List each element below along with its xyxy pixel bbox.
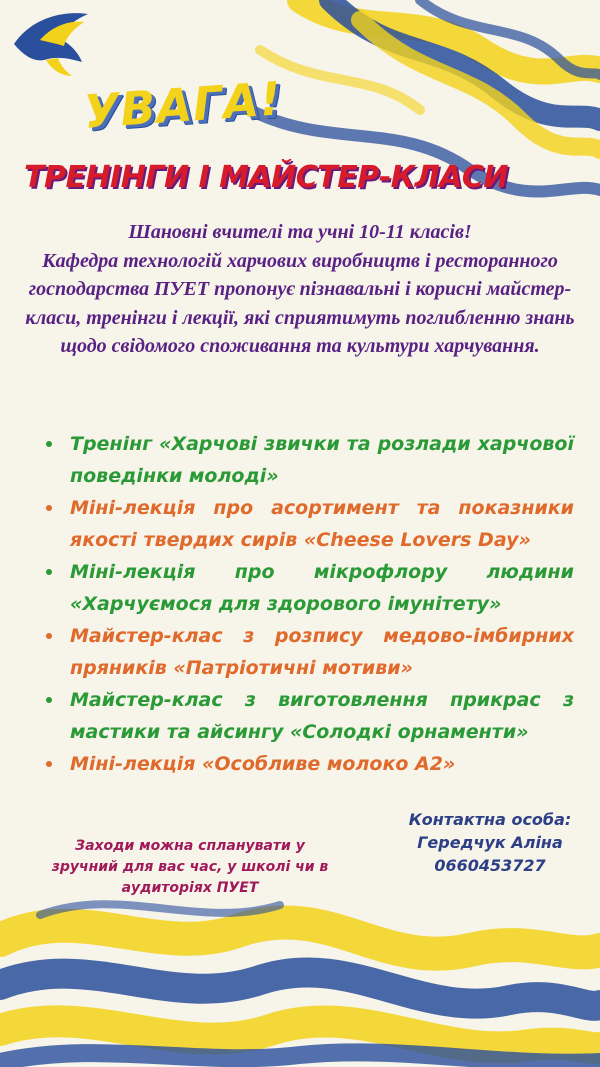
bullet-icon [46,505,52,511]
bullet-icon [46,441,52,447]
bullet-icon [46,697,52,703]
attention-title: УВАГА! [82,71,284,139]
intro-text: Кафедра технологій харчових виробництв і ресторанного господарства ПУЕТ пропонує пізнавальні і корисні майстер-класи, тренінги і лекції, які сприятимуть поглибленню знань щодо свідомого споживання та культури харчування. [25,249,575,357]
contact-label: Контактна особа: [408,810,572,829]
list-item: Міні-лекція про мікрофлору людини «Харчуємося для здорового імунітету» [44,556,574,620]
list-item: Майстер-клас з виготовлення прикрас з мастики та айсингу «Солодкі орнаменти» [44,684,574,748]
list-item: Тренінг «Харчові звички та розлади харчової поведінки молоді» [44,428,574,492]
contact-name: Гередчук Аліна [417,833,563,852]
intro-greeting: Шановні вчителі та учні 10-11 класів! [128,221,472,243]
scheduling-note: Заходи можна спланувати у зручний для вас час, у школі чи в аудиторіях ПУЕТ [51,838,329,896]
activities-list [44,428,574,780]
dove-icon [14,13,88,76]
list-item: Міні-лекція про асортимент та показники якості твердих сирів «Cheese Lovers Day» [44,492,574,556]
bullet-icon [46,761,52,767]
contact-phone: 0660453727 [434,856,546,875]
list-item: Міні-лекція «Особливе молоко А2» [44,748,574,780]
bullet-icon [46,569,52,575]
list-item: Майстер-клас з розпису медово-імбирних пряників «Патріотичні мотиви» [44,620,574,684]
bullet-icon [46,633,52,639]
page-headline: ТРЕНІНГИ І МАЙСТЕР-КЛАСИ [24,160,508,195]
contact-block [392,808,588,877]
intro-block [10,218,590,361]
